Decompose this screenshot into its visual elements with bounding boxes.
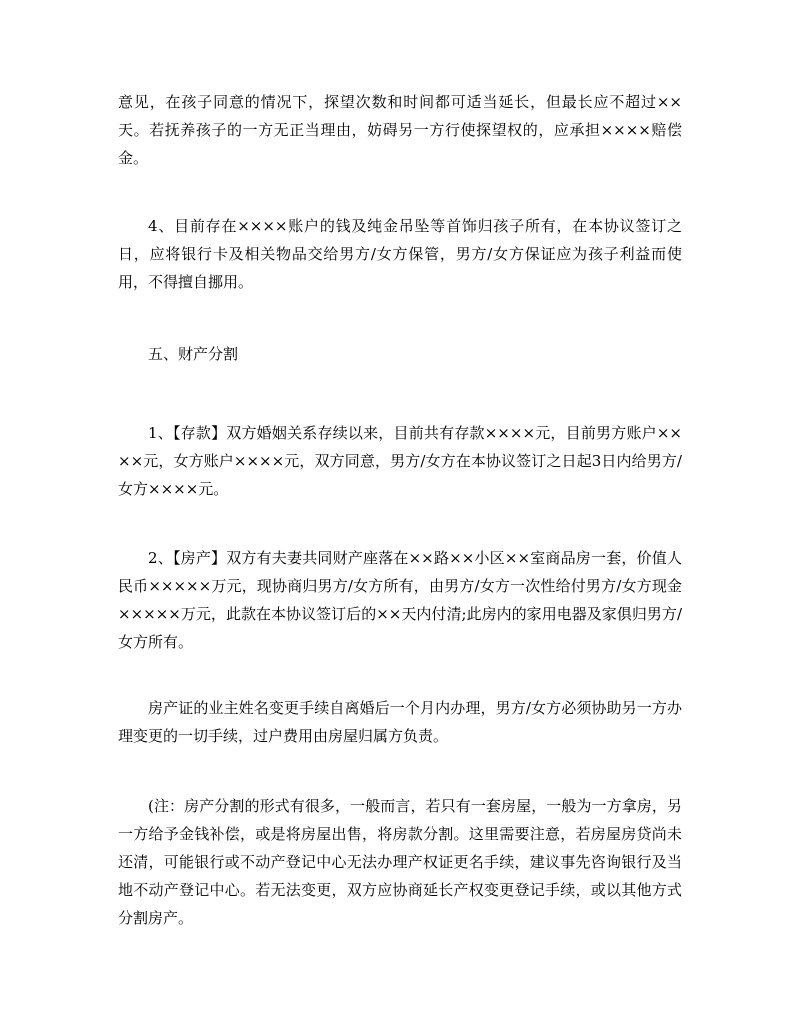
paragraph-visitation-continued: 意见，在孩子同意的情况下，探望次数和时间都可适当延长，但最长应不超过××天。若抚养孩子的一方无正当理由，妨碍另一方行使探望权的，应承担××××赔偿金。 <box>118 93 682 167</box>
paragraph-item-4-child-assets: 4、目前存在××××账户的钱及纯金吊坠等首饰归孩子所有，在本协议签订之日，应将银行卡及相关物品交给男方/女方保管，男方/女方保证应为孩子利益而使用，不得擅自挪用。 <box>118 217 682 291</box>
paragraph-item-2-real-estate: 2、【房产】双方有夫妻共同财产座落在××路××小区××室商品房一套，价值人民币×××××万元，现协商归男方/女方所有，由男方/女方一次性给付男方/女方现金×××××万元，此款在本协议签订后的××天内付清;此房内的家用电器及家俱归男方/女方所有。 <box>118 549 682 651</box>
paragraph-title-transfer: 房产证的业主姓名变更手续自离婚后一个月内办理，男方/女方必须协助另一方办理变更的一切手续，过户费用由房屋归属方负责。 <box>118 699 682 745</box>
section-heading-property-division: 五、财产分割 <box>148 345 239 363</box>
paragraph-item-1-savings: 1、【存款】双方婚姻关系存续以来，目前共有存款××××元，目前男方账户××××元，女方账户××××元，双方同意，男方/女方在本协议签订之日起3日内给男方/女方××××元。 <box>118 424 682 498</box>
paragraph-note-property-division: (注：房产分割的形式有很多，一般而言，若只有一套房屋，一般为一方拿房，另一方给予金钱补偿，或是将房屋出售，将房款分割。这里需要注意，若房屋房贷尚未还清，可能银行或不动产登记中心无法办理产权证更名手续，建议事先咨询银行及当地不动产登记中心。若无法变更，双方应协商延长产权变更登记手续，或以其他方式分割房产。 <box>118 797 682 927</box>
